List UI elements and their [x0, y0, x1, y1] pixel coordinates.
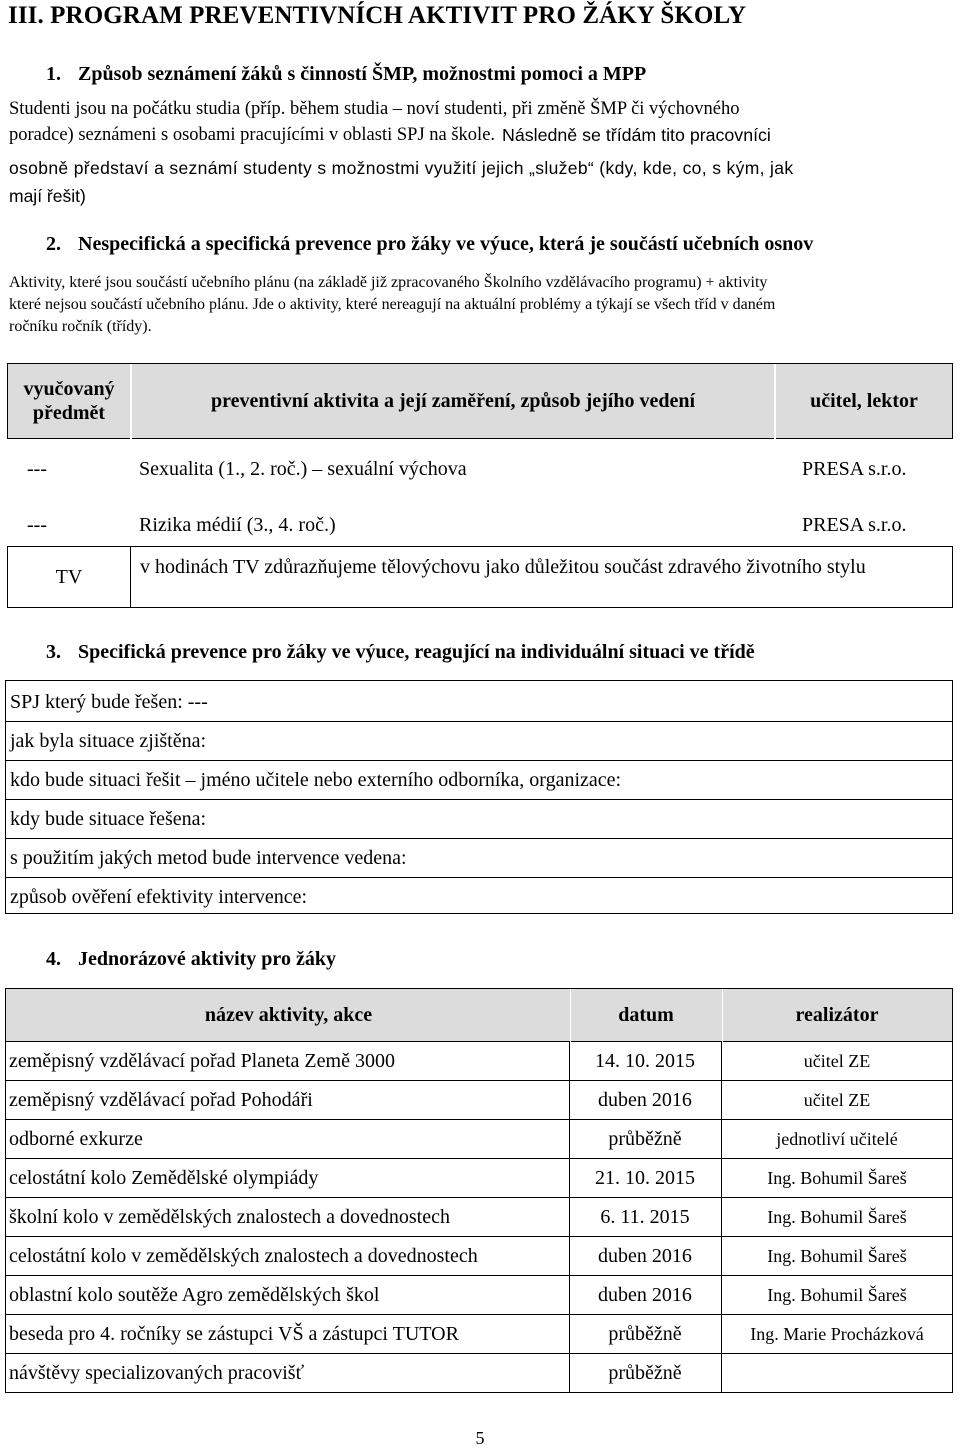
- section-4-heading: [46, 948, 336, 971]
- situation-item: s použitím jakých metod bude intervence vedena:: [10, 847, 407, 869]
- column-divider: [952, 1042, 953, 1393]
- cell-divider: [130, 547, 131, 607]
- cell-organizer: [723, 1354, 951, 1392]
- table-row: [5, 1276, 953, 1315]
- situation-item: způsob ověření efektivity intervence:: [10, 886, 308, 908]
- section-2-number: 2.: [46, 233, 61, 255]
- cell-activity-name: školní kolo v zemědělských znalostech a dovednostech: [9, 1205, 450, 1228]
- section-2-line: ročníku ročník (třídy).: [9, 318, 152, 335]
- column-divider: [5, 1042, 6, 1393]
- cell-date: 6. 11. 2015: [600, 1205, 690, 1228]
- cell-date: duben 2016: [598, 1283, 692, 1306]
- cell-activity-name: zeměpisný vzdělávací pořad Pohodáři: [9, 1088, 313, 1111]
- section-1-heading: [46, 63, 646, 86]
- cell-activity: Sexualita (1., 2. roč.) – sexuální výchova: [139, 458, 467, 480]
- section-2-title: Nespecifická a specifická prevence pro žáky ve výuce, která je součástí učebních osnov: [78, 233, 814, 255]
- cell-date: průběžně: [608, 1322, 682, 1345]
- table-row: [5, 1120, 953, 1159]
- table-row: [5, 1159, 953, 1198]
- cell-activity-name: celostátní kolo Zemědělské olympiády: [9, 1166, 319, 1189]
- table-row: [5, 1042, 953, 1081]
- row-divider: [6, 838, 952, 839]
- section-2-heading: [46, 233, 813, 256]
- row-divider: [6, 799, 952, 800]
- cell-subject: TV: [55, 565, 83, 588]
- section-1-line-2-tail: Následně se třídám tito pracovníci: [502, 125, 771, 145]
- cell-activity-name: odborné exkurze: [9, 1127, 143, 1150]
- header-divider: [130, 364, 132, 440]
- section-1-number: 1.: [46, 63, 61, 85]
- cell-organizer: Ing. Marie Procházková: [750, 1323, 924, 1344]
- page-title: III. PROGRAM PREVENTIVNÍCH AKTIVIT PRO ŽÁKY ŠKOLY: [8, 2, 747, 29]
- cell-activity-name: zeměpisný vzdělávací pořad Planeta Země 3000: [9, 1049, 395, 1072]
- situation-item: kdo bude situaci řešit – jméno učitele nebo externího odborníka, organizace:: [10, 769, 622, 791]
- situation-item: jak byla situace zjištěna:: [10, 730, 207, 752]
- cell-organizer: jednotliví učitelé: [776, 1128, 898, 1149]
- section-1-title: Způsob seznámení žáků s činností ŠMP, možnostmi pomoci a MPP: [78, 63, 647, 85]
- header-divider: [774, 364, 776, 440]
- header-organizer: realizátor: [795, 1003, 879, 1026]
- prevention-table-header: [7, 363, 953, 439]
- section-1-line: mají řešit): [9, 186, 86, 206]
- cell-organizer: učitel ZE: [803, 1089, 871, 1110]
- cell-date: 14. 10. 2015: [595, 1049, 695, 1072]
- row-divider: [6, 721, 952, 722]
- cell-subject: ---: [27, 514, 47, 536]
- section-4-title: Jednorázové aktivity pro žáky: [78, 948, 336, 970]
- table-row: [5, 1237, 953, 1276]
- header-divider: [570, 989, 571, 1043]
- cell-organizer: učitel ZE: [803, 1050, 871, 1071]
- table-row: [5, 1081, 953, 1120]
- section-1-line: osobně představí a seznámí studenty s možnostmi využití jejich „služeb“ (kdy, kde, co, s kým, jak: [9, 158, 794, 178]
- situation-item: SPJ který bude řešen: ---: [10, 691, 208, 713]
- cell-date: průběžně: [608, 1127, 682, 1150]
- section-4-number: 4.: [46, 948, 61, 970]
- cell-date: průběžně: [608, 1361, 682, 1384]
- column-divider: [569, 1042, 570, 1393]
- header-activity: preventivní aktivita a její zaměření, způsob jejího vedení: [210, 390, 696, 412]
- section-3-number: 3.: [46, 641, 61, 663]
- cell-organizer: Ing. Bohumil Šareš: [767, 1245, 907, 1266]
- cell-activity: v hodinách TV zdůrazňujeme tělovýchovu jako důležitou součást zdravého životního stylu: [140, 556, 866, 578]
- table-row: [5, 1315, 953, 1354]
- header-subject: vyučovaný předmět: [23, 378, 115, 424]
- cell-organizer: Ing. Bohumil Šareš: [767, 1167, 907, 1188]
- cell-subject: ---: [27, 458, 47, 480]
- activities-table-header: [5, 988, 953, 1042]
- row-divider: [6, 877, 952, 878]
- cell-activity-name: beseda pro 4. ročníky se zástupci VŠ a zástupci TUTOR: [9, 1322, 459, 1345]
- header-date: datum: [618, 1003, 674, 1026]
- table-row: [5, 1354, 953, 1393]
- table-row-tv: [7, 546, 953, 608]
- cell-date: 21. 10. 2015: [595, 1166, 695, 1189]
- section-1-line-2: [9, 122, 771, 149]
- cell-teacher: PRESA s.r.o.: [802, 514, 907, 536]
- cell-activity-name: oblastní kolo soutěže Agro zemědělských škol: [9, 1283, 380, 1306]
- section-1-line: Studenti jsou na počátku studia (příp. během studia – noví studenti, při změně ŠMP či výchovného: [9, 99, 740, 119]
- cell-activity-name: celostátní kolo v zemědělských znalostech a dovednostech: [9, 1244, 478, 1267]
- cell-date: duben 2016: [598, 1088, 692, 1111]
- cell-date: duben 2016: [598, 1244, 692, 1267]
- section-3-title: Specifická prevence pro žáky ve výuce, reagující na individuální situaci ve třídě: [78, 641, 755, 663]
- row-divider: [6, 760, 952, 761]
- column-divider: [721, 1042, 722, 1393]
- header-teacher: učitel, lektor: [810, 390, 918, 412]
- situation-box: [5, 680, 953, 914]
- header-activity-name: název aktivity, akce: [204, 1003, 373, 1026]
- cell-organizer: Ing. Bohumil Šareš: [767, 1284, 907, 1305]
- section-2-line: které nejsou součástí učebního plánu. Jde o aktivity, které nereagují na aktuální problémy a týkají se všech tříd v daném: [9, 296, 776, 313]
- cell-activity-name: návštěvy specializovaných pracovišť: [9, 1361, 305, 1384]
- cell-teacher: PRESA s.r.o.: [802, 458, 907, 480]
- table-row: [5, 1198, 953, 1237]
- cell-activity: Rizika médií (3., 4. roč.): [139, 514, 336, 536]
- section-2-line: Aktivity, které jsou součástí učebního plánu (na základě již zpracovaného Školního vzdělávacího programu) + aktivity: [9, 274, 768, 291]
- page-number: 5: [475, 1428, 485, 1448]
- section-3-heading: [46, 641, 755, 664]
- section-1-line-part: poradce) seznámeni s osobami pracujícími v oblasti SPJ na škole.: [9, 125, 496, 145]
- cell-organizer: Ing. Bohumil Šareš: [767, 1206, 907, 1227]
- header-divider: [722, 989, 723, 1043]
- situation-item: kdy bude situace řešena:: [10, 808, 207, 830]
